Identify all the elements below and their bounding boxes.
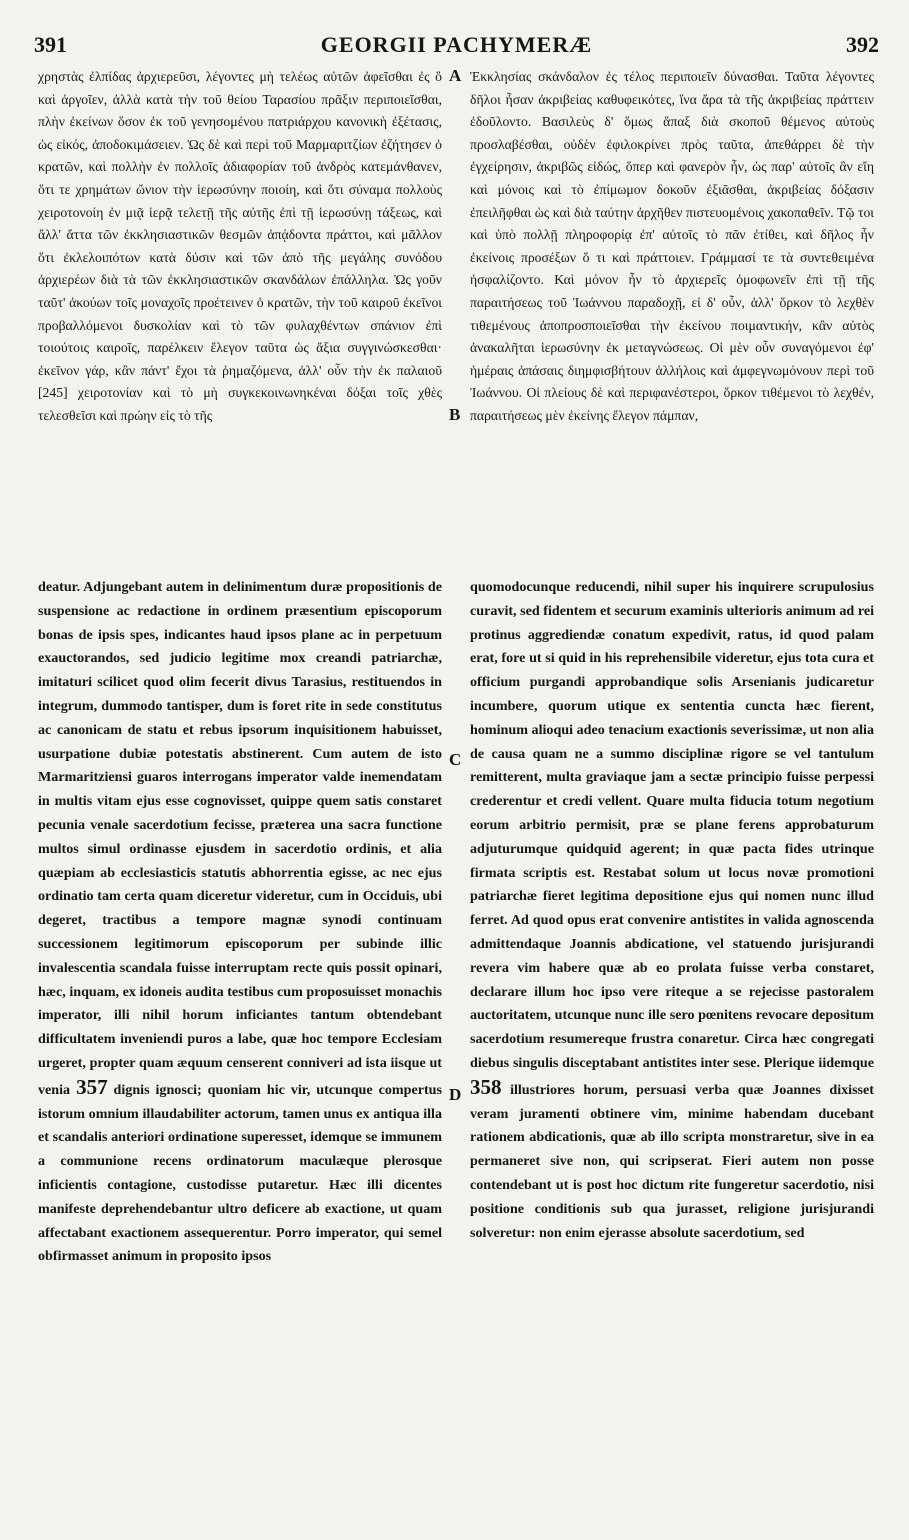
latin-column-right bbox=[470, 576, 874, 1534]
latin-text-right bbox=[470, 576, 874, 1245]
edition-number-358: 358 bbox=[470, 1074, 502, 1099]
greek-text-left: χρηστὰς ἐλπίδας ἀρχιερεῦσι, λέγοντες μὴ τελέως αὐτῶν ἀφεῖσθαι ἐς ὃ καὶ ἀργοῖεν, ἀλλὰ κατὰ τὴν τοῦ θείου Ταρασίου πρᾶξιν περιποιεῖσθαι, πλὴν ἐκείνων ὅσον ἐκ τοῦ γενησομένου πατριάρχου κανονικὴ ἐξέτασις, ὡς εἰκός, ἀποδοκιμάσειεν. Ὡς δὲ καὶ περὶ τοῦ Μαρμαριτζίων ἐζήτησεν ὁ κρατῶν, καὶ πολλὴν ἐν πολλοῖς ἀδιαφορίαν τοῦ ἀνδρὸς κατεμάνθανεν, ὅτι τε χρημάτων ὤνιον τὴν ἱερωσύνην ποιοίη, καὶ ὅτι σύναμα πολλοὺς χειροτονοίη ἐν μιᾷ ἱερᾷ τελετῇ τῆς αὐτῆς ἐπὶ τῇ ἱερωσύνῃ τάξεως, καὶ ἄλλ' ἄττα τῶν ἐκκλησιαστικῶν θεσμῶν ἀπᾴδοντα πράττοι, καὶ μᾶλλον ὅτι ἐκλελοιπότων κατὰ δύσιν καὶ τῶν ἀπὸ τῆς μεγάλης συνόδου ἀρχιερέων διὰ τὰ τῶν ἐκκλησιαστικῶν σκανδάλων ἐπάλληλα. Ὡς γοῦν ταῦτ' ἀκούων τοῖς μοναχοῖς προέτεινεν ὁ κρατῶν, τὴν τοῦ καιροῦ ἐκεῖνοι προβαλλόμενοι δυσκολίαν καὶ τὸ τῶν φυλαχθέντων σπάνιον ἐπὶ τοιούτοις καιροῖς, παρέλκειν ἔλεγον ταῦτα ὡς ἄξια συγγινώσκεσθαι· ἐκεῖνον γάρ, κἂν πάντ' ἔχοι τὰ ῥημαζόμενα, ἀλλ' οὖν τὴν ἐκ παλαιοῦ [245] χειροτονίαν καὶ τὸ μὴ συγκεκοινωνηκέναι δόξαι τοῖς χθὲς τελεσθεῖσι καὶ πρώην εἰς τὸ τῆς bbox=[38, 69, 442, 423]
edition-number-357: 357 bbox=[76, 1074, 108, 1099]
greek-text-right: Ἐκκλησίας σκάνδαλον ἐς τέλος περιποιεῖν δύνασθαι. Ταῦτα λέγοντες δῆλοι ἦσαν ἀκριβείας καθυφεικότες, ἵνα ἄρα τὰ τῆς ἀκριβείας πράττειν ἐδοῦλοντο. Βασιλεὺς δ' ὅμως ἅπαξ διὰ σκοποῦ θέμενος αὐτοὺς προσλαβέσθαι, οὐδὲν ἐφιλοκρίνει πρὸς ταῦτα, ἀπεθάρρει δὲ τὴν ἐγχείρησιν, ἀκριβῶς εἰδώς, ὅπερ καὶ φανερὸν ἦν, ὡς παρ' αὐτοῖς ἂν εἴη καὶ μόνοις καὶ τὸ ἐπίμωμον δοκοῦν ἐξιᾶσθαι, ἀκριβείας δόξασιν ἐπειλῆφθαι ὡς καὶ διὰ ταύτην ἀρχῆθεν πιστευομένοις χακοπαθεῖν. Τῷ τοι καὶ ὑπὸ πολλῇ πληροφορίᾳ ἐπ' αὐτοῖς τὸ πᾶν ἐτίθει, καὶ δῆλος ἦν ἐκείνοις προσέξων ὅ τι καὶ πράττοιεν. Γράμμασί τε τὰ συντεθειμένα ἠσφαλίζοντο. Καὶ μόνον ἦν τὸ ἀρχιερεῖς ὁμοφωνεῖν ἐπὶ τῇ τῆς παραιτήσεως τοῦ Ἰωάννου παραδοχῇ, εἰ δ' οὖν, ἀλλ' ὅρκον τὸ λεχθὲν τιθεμένους ἀποπροσποιεῖσθαι τὴν ἐκείνου ποιμαντικήν, κἂν αὐτὸς ἀνακαλῆται ἱερωσύνην ἐκ μεταγνώσεως. Οἱ μὲν οὖν συναγόμενοι ἐφ' ἡμέραις ἁπάσαις διημφισβήτουν ἀλλήλοις καὶ ἀμφεγνωμόνουν περὶ τοῦ Ἰωάννου. Οἱ πλείους δὲ καὶ περιφανέστεροι, ὅρκον τιθέμενοι τὸ λεχθέν, παραιτήσεως μὲν ἐκείνης ἔλεγον πάμπαν, bbox=[470, 69, 874, 423]
page-number-right: 392 bbox=[846, 32, 879, 57]
greek-column-left bbox=[38, 66, 442, 562]
running-title: GEORGII PACHYMERÆ bbox=[320, 32, 593, 57]
latin-column-left bbox=[38, 576, 442, 1534]
margin-marker-c: C bbox=[449, 750, 462, 769]
latin-text-left-part1: deatur. Adjungebant autem in delinimentum duræ propositionis de suspensione ac redactione in ordinem præsentium episcoporum bonas de ipsis spes, indicantes haud ipsos plane ac in perpetuum exauctorandos, sed judicio legitime mox creandi patriarchæ, imitaturi scilicet quod olim fecerit divus Tarasius, restituendos in integrum, dummodo tantisper, dum is foret rite in sede constitutus ac canonicam de statu et rebus ipsorum inquisitionem habuisset, usurpatione dubiæ potestatis abstinerent. Cum autem de isto Marmaritziensi guaros interrogans imperator valde inemendatam in multis vitam ejus esse cognovisset, quippe quem satis constaret pecunia venale sacerdotium fecisse, præterea una sacra functione multos simul ordinasse ejusdem in sacerdotio ordinis, et alia quæpiam ab ecclesiasticis statutis abhorrentia egisse, ac nec ejus ordinatio tam certa quam diceretur videretur, cum in Occiduis, ubi degeret, tractibus a tempore magnæ synodi continuam successionem legitimorum episcoporum per subinde illic invalescentia scandala fuisse interruptam recte quis possit opinari, hæc, inquam, ex idoneis audita testibus cum proposuisset monachis imperator, illi nihil horum inficiantes tantum obtendebant difficultatem inveniendi puros a labe, quæ hoc tempore Ecclesiam urgeret, propter quam æquum censerent conniveri ad ista iisque ut venia bbox=[38, 579, 442, 1098]
running-header bbox=[34, 32, 879, 62]
latin-text-left bbox=[38, 576, 442, 1269]
margin-marker-b: B bbox=[449, 405, 461, 424]
greek-column-right bbox=[470, 66, 874, 562]
latin-text-right-part1: quomodocunque reducendi, nihil super his inquirere scrupulosius curavit, sed fidentem et securum examinis ulterioris animum ad rei protinus aggrediendæ conatum expedivit, ratus, id quod palam erat, fore ut si quid in his reprehensibile videretur, ejus tota cura et officium purgandi approbandique solis Arsenianis judicaretur incumbere, quorum utique ex sententia cuncta hæc fierent, hominum alioqui adeo tenacium exactionis severissimæ, ut non alia de causa quam ne a summo disciplinæ rigore se vel tantulum remitterent, multa graviaque jam a sectæ principio fuisse perpessi crederentur et credi vellent. Quare multa fiducia totum negotium eorum arbitrio permisit, præ se plane ferens approbaturum adjuturumque quidquid agerent; in quæ pacta fides utrinque firmata scriptis est. Restabat solum ut locus novæ promotioni patriarchæ fieret legitima depositione ejus qui nomen nunc illud ferret. Ad quod opus erat convenire antistites in valida agnoscenda admittendaque Joannis abdicatione, vel statuendo jurisjurandi revera vim habere quæ ab eo prolata fuisse verba constaret, declarare illum hoc ipso vere riteque a se rejecisse pastoralem auctoritatem, utcunque nunc ille sero pœnitens revocare depositum sacerdotium resumereque frustra conaretur. Circa hæc congregati diebus singulis disceptabant antistites inter sese. Plerique iidemque bbox=[470, 579, 874, 1071]
page-number-left: 391 bbox=[34, 32, 67, 57]
latin-text-left-part2: dignis ignosci; quoniam hic vir, utcunque compertus istorum omnium illaudabiliter actorum, tamen unus ex antiqua illa et scandalis anteriori ordinatione superesset, idemque se immunem a communione recens ordinatorum maculæque plerosque inficientis contagione, custodisse putaretur. Hæc illi dicentes manifeste deprehendebantur ultro deficere ab exactione, ut quam affectabant exactionem assequerentur. Porro imperator, qui semel obfirmasset animum in proposito ipsos bbox=[38, 1081, 442, 1265]
latin-text-right-part2: illustriores horum, persuasi verba quæ Joannes dixisset veram juramenti obtinere vim, minime habendam ducebant rationem abdicationis, quæ ab illo scripta monstraretur, sive in ea permaneret sive non, qui scripserat. Fieri autem non posse contendebant ut is post hoc dictum rite fungeretur sacerdotio, nisi positione conditionis sub qua jurasset, religione jurisjurandi solveretur: non enim ejerasse absolute sacerdotium, sed bbox=[470, 1081, 874, 1241]
margin-marker-d: D bbox=[449, 1085, 462, 1104]
margin-marker-a: A bbox=[449, 66, 462, 85]
